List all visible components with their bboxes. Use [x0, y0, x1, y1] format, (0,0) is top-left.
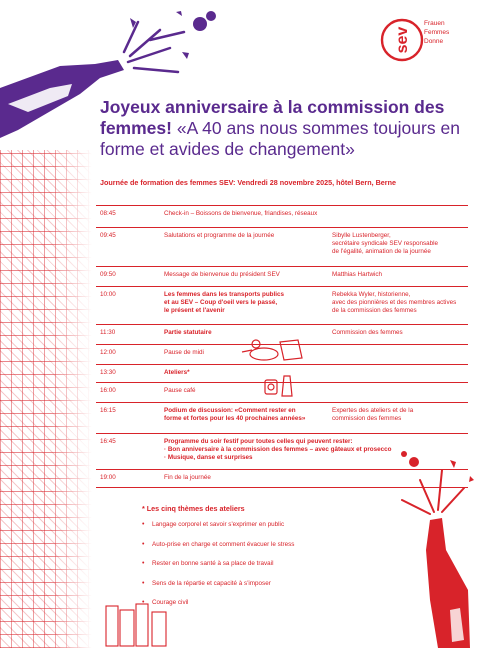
agenda-time: 13:30 [100, 369, 116, 376]
agenda-activity-line: Check-in – Boissons de bienvenue, friandises, réseaux [164, 210, 318, 217]
agenda-time: 16:45 [100, 438, 116, 445]
title-bold: Joyeux anniversaire à la commission des femmes! [100, 97, 445, 138]
agenda-activity [164, 407, 334, 423]
agenda-time: 09:45 [100, 232, 116, 239]
theme-item: • Sens de la répartie et capacité à s'imposer [142, 580, 372, 600]
agenda-activity [164, 271, 334, 279]
agenda-row [96, 402, 468, 433]
event-subtitle: Journée de formation des femmes SEV: Vendredi 28 novembre 2025, hôtel Bern, Berne [100, 178, 396, 187]
sev-logo [378, 15, 468, 65]
agenda-speaker-line: Sibylle Lustenberger, [332, 232, 391, 239]
agenda-activity-line: Message de bienvenue du président SEV [164, 271, 280, 278]
logo-line: Frauen [424, 20, 445, 27]
agenda-activity [164, 387, 334, 395]
logo-line: Donne [424, 38, 444, 45]
themes-title: * Les cinq thèmes des ateliers [142, 504, 245, 513]
agenda-speaker-line: de l'égalité, animation de la journée [332, 248, 431, 255]
theme-item: • Auto-prise en charge et comment évacuer le stress [142, 541, 372, 561]
agenda-speaker [332, 329, 468, 337]
agenda-activity-line: Les femmes dans les transports publics [164, 291, 285, 298]
agenda-time: 12:00 [100, 349, 116, 356]
food-basket-icon [240, 334, 306, 364]
agenda-activity-line: Ateliers* [164, 369, 190, 376]
agenda-activity [164, 291, 334, 315]
agenda-time: 19:00 [100, 474, 116, 481]
agenda-speaker-line: secrétaire syndicale SEV responsable [332, 240, 439, 247]
agenda-speaker-line: Commission des femmes [332, 329, 403, 336]
agenda-activity-line: forme et fortes pour les 40 prochaines années» [164, 415, 306, 422]
agenda-row [96, 205, 468, 227]
agenda-activity-line: Pause café [164, 387, 196, 394]
logo-mark: sev [394, 26, 411, 54]
agenda-activity-line: · Bon anniversaire à la commission des femmes – avec gâteaux et prosecco [164, 446, 392, 453]
agenda-speaker [332, 232, 468, 256]
agenda-speaker-line: de la commission des femmes [332, 307, 417, 314]
agenda-row [96, 266, 468, 286]
agenda-time: 09:50 [100, 271, 116, 278]
workshop-themes [142, 504, 372, 619]
agenda-speaker [332, 291, 468, 315]
agenda-speaker [332, 407, 468, 423]
agenda-speaker-line: Expertes des ateliers et de la [332, 407, 414, 414]
agenda-activity [164, 474, 334, 482]
agenda-activity [164, 232, 334, 240]
agenda-speaker-line: commission des femmes [332, 415, 402, 422]
agenda-speaker-line: Rebekka Wyler, historienne, [332, 291, 411, 298]
agenda-row [96, 227, 468, 266]
agenda-time: 08:45 [100, 210, 116, 217]
agenda-activity-line: Partie statutaire [164, 329, 212, 336]
agenda-time: 10:00 [100, 291, 116, 298]
agenda-activity-line: Salutations et programme de la journée [164, 232, 275, 239]
agenda-activity-line: Programme du soir festif pour toutes celles qui peuvent rester: [164, 438, 353, 445]
theme-item: • Courage civil [142, 599, 372, 619]
theme-item: • Langage corporel et savoir s'exprimer en public [142, 521, 372, 541]
theme-item: • Rester en bonne santé à sa place de travail [142, 560, 372, 580]
agenda-activity-line: le présent et l'avenir [164, 307, 225, 314]
agenda-time: 16:00 [100, 387, 116, 394]
agenda-activity-line: Podium de discussion: «Comment rester en [164, 407, 296, 414]
agenda-activity-line: Pause de midi [164, 349, 204, 356]
agenda-activity [164, 210, 334, 218]
logo-line: Femmes [424, 29, 450, 36]
champagne-bottle-red-icon [380, 440, 480, 648]
agenda-activity-line: · Musique, danse et surprises [164, 454, 253, 461]
agenda-speaker-line: Matthias Hartwich [332, 271, 383, 278]
page-title [100, 97, 470, 160]
agenda-speaker [332, 271, 468, 279]
agenda-time: 16:15 [100, 407, 116, 414]
agenda-activity [164, 369, 334, 377]
coffee-cup-icon [262, 372, 296, 400]
agenda-speaker-line: avec des pionnières et des membres actives [332, 299, 457, 306]
title-regular: «A 40 ans nous sommes toujours en forme et avides de changement» [100, 118, 460, 159]
agenda-time: 11:30 [100, 329, 116, 336]
logo-wordmark [424, 19, 449, 46]
agenda-activity-line: et au SEV – Coup d'oeil vers le passé, [164, 299, 278, 306]
agenda-activity-line: Fin de la journée [164, 474, 211, 481]
agenda-row [96, 286, 468, 324]
decorative-pattern [0, 150, 92, 648]
